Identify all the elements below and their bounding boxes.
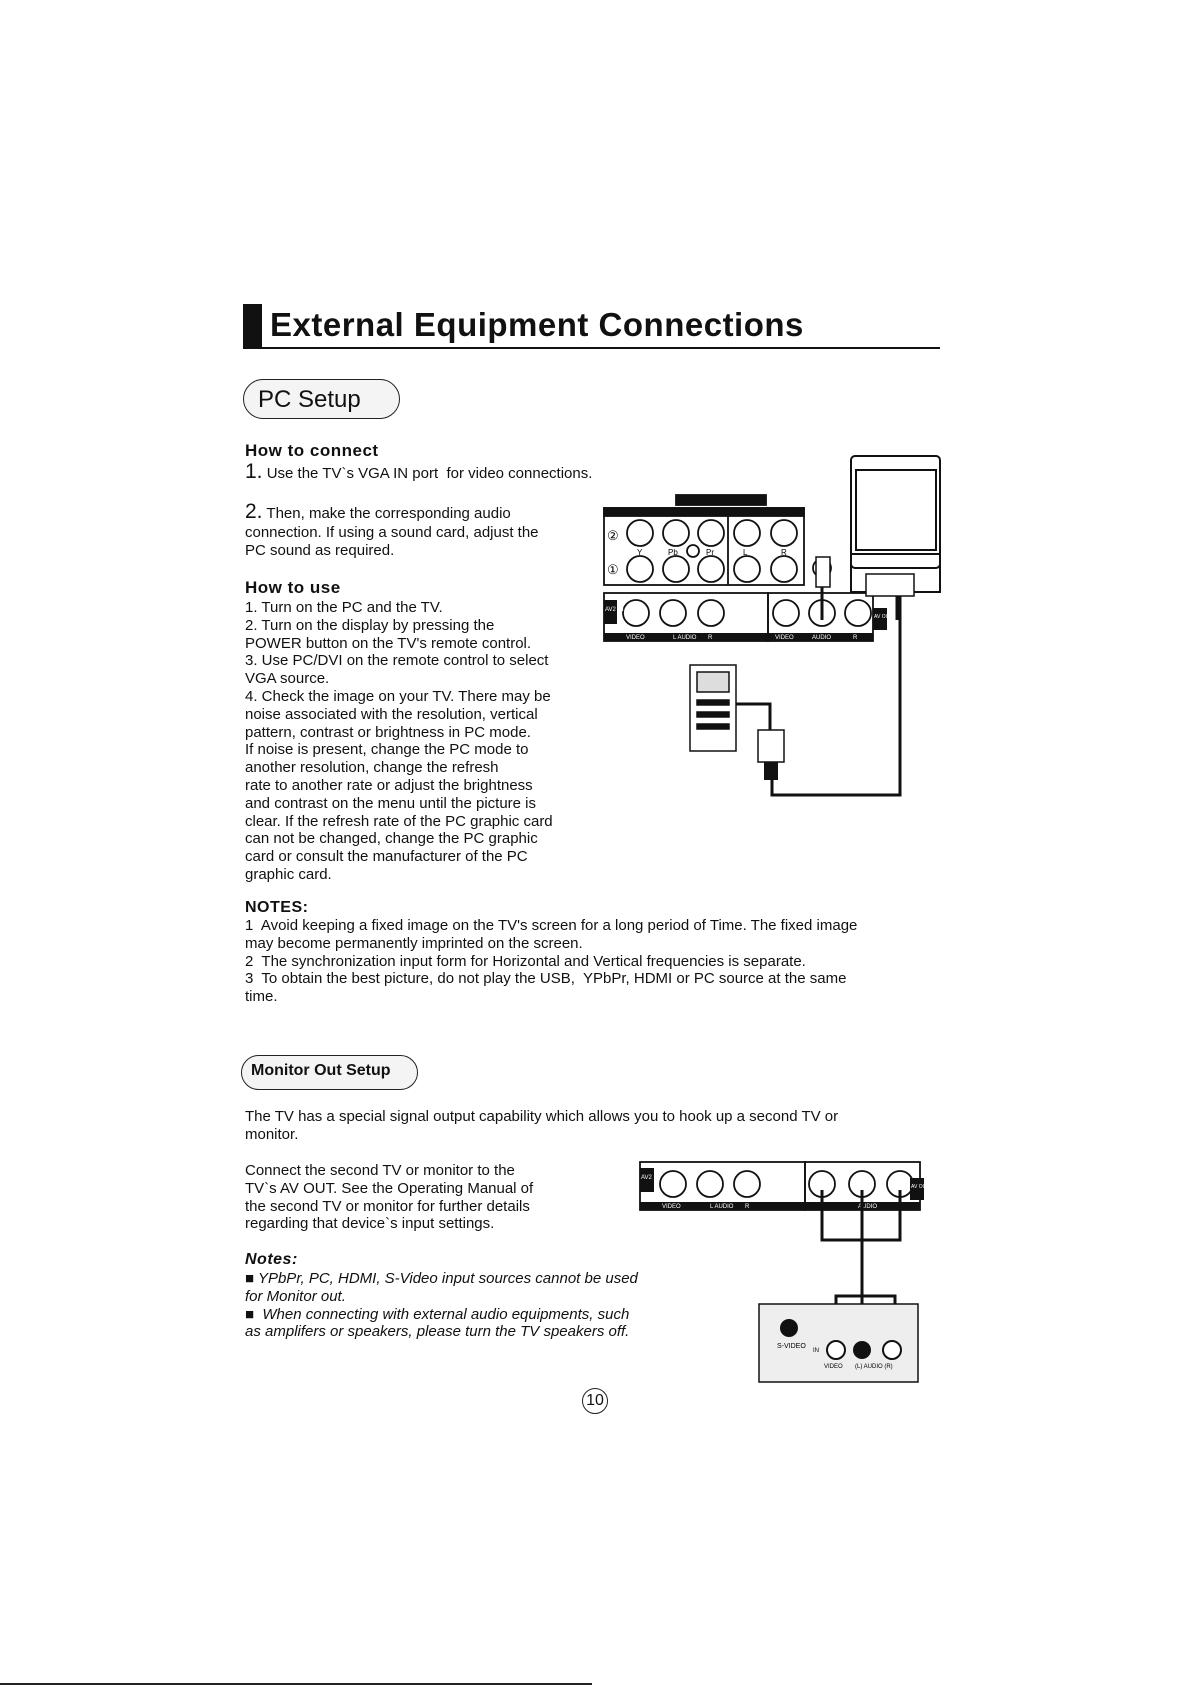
monitor-notes-line: ■ When connecting with external audio equipments, such [245,1305,630,1323]
mo-video-label: VIDEO [662,1204,681,1210]
notes-line: 2 The synchronization input form for Horizontal and Vertical frequencies is separate. [245,952,806,970]
intro-line: monitor. [245,1125,299,1143]
connect-step-2: 2. Then, make the corresponding audio [245,500,511,523]
panel-audio2-label: AUDIO [812,635,832,641]
notes-line: time. [245,988,278,1006]
how-to-use-line: pattern, contrast or brightness in PC mode. [245,723,531,741]
how-to-use-line: graphic card. [245,865,332,883]
panel-r2-label: R [853,635,858,641]
mo-r-label: R [745,1204,750,1210]
av-input-panel [604,559,873,641]
audio-bottom-label: (L) AUDIO (R) [855,1364,893,1370]
pb-label: Pb [668,548,678,557]
how-to-use-line: and contrast on the menu until the picture is [245,794,537,812]
how-to-use-line: 4. Check the image on your TV. There may be [245,687,551,705]
monitor-notes-line: for Monitor out. [245,1287,346,1305]
monitor-notes-heading: Notes: [245,1251,298,1268]
how-to-use-line: 2. Turn on the display by pressing the [245,616,495,634]
svideo-label: S-VIDEO [777,1343,806,1350]
panel-r-label: R [708,635,713,641]
how-to-connect-heading: How to connect [245,441,379,460]
l-label: L [743,548,748,557]
circled-1-label: ① [607,562,619,577]
notes-heading: NOTES: [245,899,309,916]
connect-line: TV`s AV OUT. See the Operating Manual of [245,1179,534,1197]
notes-line: 3 To obtain the best picture, do not play the USB, YPbPr, HDMI or PC source at the same [245,970,847,988]
monitor-notes-line: ■ YPbPr, PC, HDMI, S-Video input sources cannot be used [245,1270,638,1287]
pr-label: Pr [706,548,714,557]
r-label: R [781,548,787,557]
how-to-use-line: If noise is present, change the PC mode to [245,741,529,759]
monitor-panel-label-strip [640,1202,920,1210]
audio-jack-pc [764,762,778,780]
how-to-use-line: can not be changed, change the PC graphic [245,830,538,848]
how-to-use-line: noise associated with the resolution, vertical [245,705,538,723]
video-bottom-label: VIDEO [824,1364,843,1370]
connect-line: regarding that device`s input settings. [245,1215,495,1233]
panel-video-label: VIDEO [626,635,645,641]
audio-plug [816,557,830,587]
notes-line: may become permanently imprinted on the screen. [245,934,583,952]
page-title: External Equipment Connections [270,306,804,343]
vga-plug-pc [758,730,784,762]
in-label: IN [813,1348,819,1354]
how-to-use-line: rate to another rate or adjust the brightness [245,776,533,794]
how-to-use-line: 1. Turn on the PC and the TV. [245,599,443,616]
connect-step-2-line: PC sound as required. [245,542,395,559]
pc-tower-illustration [690,665,736,751]
how-to-use-heading: How to use [245,578,341,597]
component-input-panel [604,495,804,585]
pc-setup-label-text: PC Setup [258,386,361,413]
connect-line: the second TV or monitor for further details [245,1197,530,1215]
how-to-use-line: POWER button on the TV's remote control. [245,634,532,652]
y-label: Y [637,548,643,557]
intro-line: The TV has a special signal output capability which allows you to hook up a second TV or [245,1108,839,1125]
mo-audio2-label: AUDIO [858,1204,878,1210]
mo-av2-in-label: AV2 IN [641,1175,660,1181]
vga-plug-tv [866,574,914,596]
connect-step-1: 1. Use the TV`s VGA IN port for video connections. [245,460,593,483]
panel-l-audio-label: L AUDIO [673,635,697,641]
how-to-use-line: another resolution, change the refresh [245,759,499,777]
monitor-out-label-text: Monitor Out Setup [251,1062,391,1079]
mo-av-out-label: AV OUT [911,1184,930,1190]
connect-line: Connect the second TV or monitor to the [245,1162,515,1179]
notes-line: 1 Avoid keeping a fixed image on the TV's screen for a long period of Time. The fixed image [245,917,858,934]
tv-illustration [851,456,940,592]
page-number: 10 [582,1388,608,1414]
panel-video2-label: VIDEO [775,635,794,641]
av-out-label: AV OUT [874,614,893,620]
circled-2-label: ② [607,528,619,543]
av2-in-label: AV2 IN [605,607,624,613]
connect-step-2-line: connection. If using a sound card, adjust the [245,524,539,541]
mo-l-audio-label: L AUDIO [710,1204,734,1210]
how-to-use-line: card or consult the manufacturer of the PC [245,848,528,866]
monitor-notes-line: as amplifers or speakers, please turn the TV speakers off. [245,1323,630,1341]
how-to-use-line: clear. If the refresh rate of the PC graphic card [245,812,553,830]
how-to-use-line: VGA source. [245,670,330,688]
how-to-use-line: 3. Use PC/DVI on the remote control to select [245,652,549,670]
